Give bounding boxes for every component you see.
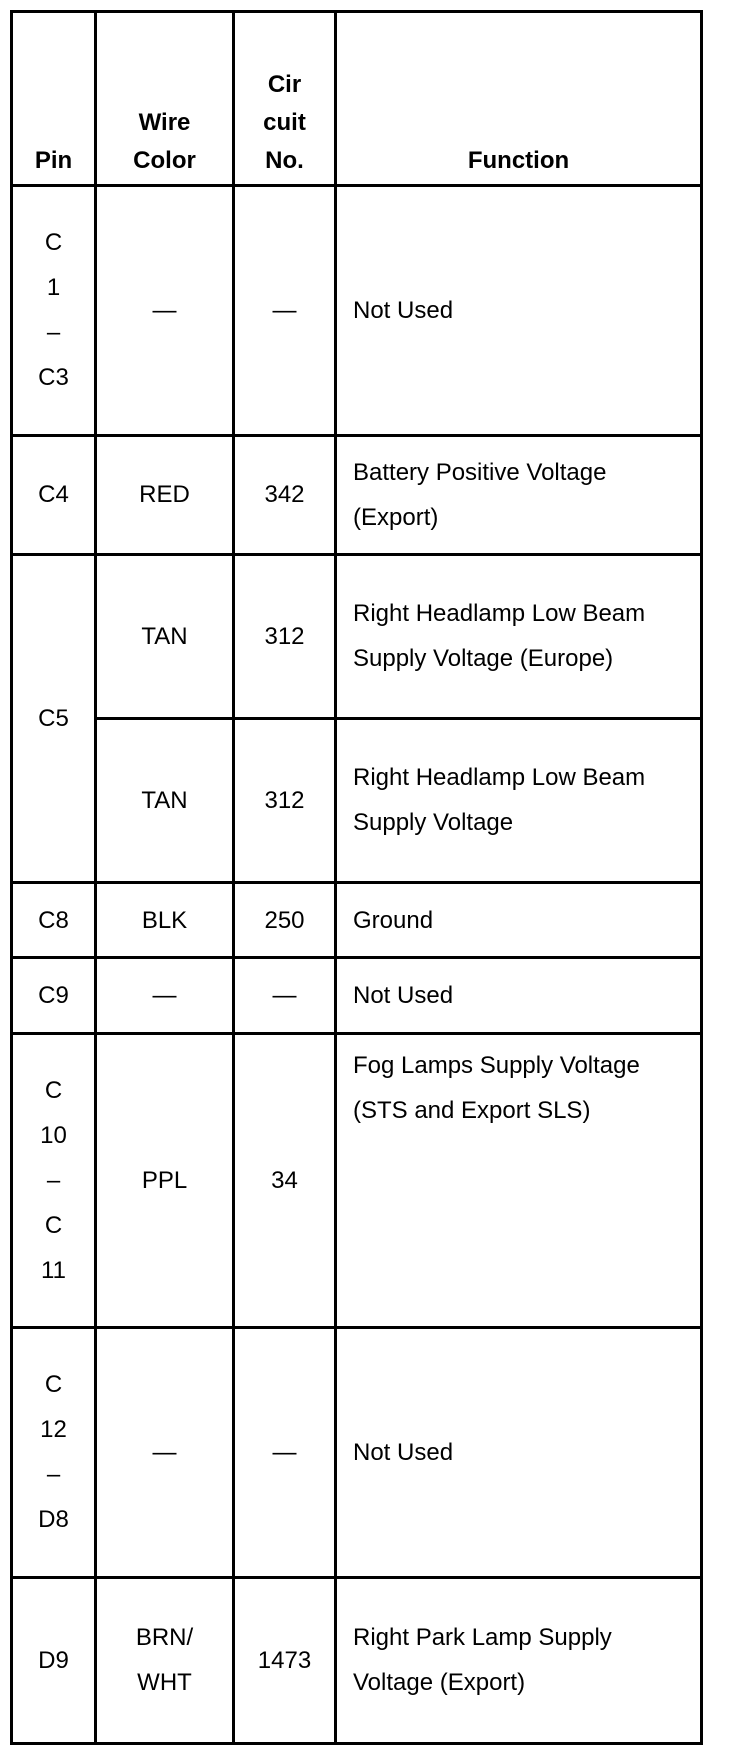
pin-cell: C9 (12, 958, 96, 1033)
table-row (12, 1328, 702, 1578)
table-row (12, 1033, 702, 1327)
wire-color-cell: RED (96, 435, 234, 554)
pinout-table (10, 10, 703, 1745)
function-cell: Ground (336, 883, 702, 958)
circuit-cell: 1473 (234, 1577, 336, 1743)
table-row (12, 1577, 702, 1743)
pin-cell: C 10 – C 11 (12, 1033, 96, 1327)
wire-color-cell: — (96, 186, 234, 436)
header-circuit-no: Cir cuit No. (234, 12, 336, 186)
wire-color-cell: PPL (96, 1033, 234, 1327)
function-cell: Right Headlamp Low Beam Supply Voltage (Europe) (336, 554, 702, 718)
table-row (12, 186, 702, 436)
table-row (12, 958, 702, 1033)
table-row (12, 883, 702, 958)
function-cell: Not Used (336, 1328, 702, 1578)
wire-color-cell: TAN (96, 718, 234, 882)
header-function: Function (336, 12, 702, 186)
circuit-cell: 342 (234, 435, 336, 554)
circuit-cell: — (234, 958, 336, 1033)
wire-color-cell: TAN (96, 554, 234, 718)
table-row (12, 718, 702, 882)
wire-color-cell: BRN/ WHT (96, 1577, 234, 1743)
header-pin: Pin (12, 12, 96, 186)
function-cell: Right Park Lamp Supply Voltage (Export) (336, 1577, 702, 1743)
circuit-cell: 34 (234, 1033, 336, 1327)
wire-color-cell: BLK (96, 883, 234, 958)
wire-color-cell: — (96, 958, 234, 1033)
function-cell: Right Headlamp Low Beam Supply Voltage (336, 718, 702, 882)
pin-cell: C 1 – C3 (12, 186, 96, 436)
circuit-cell: 250 (234, 883, 336, 958)
function-cell: Fog Lamps Supply Voltage (STS and Export SLS) (336, 1033, 702, 1327)
table-row (12, 435, 702, 554)
pin-cell: C 12 – D8 (12, 1328, 96, 1578)
circuit-cell: — (234, 186, 336, 436)
pin-cell: C8 (12, 883, 96, 958)
pin-cell: D9 (12, 1577, 96, 1743)
function-cell: Battery Positive Voltage (Export) (336, 435, 702, 554)
pin-cell: C5 (12, 554, 96, 882)
function-cell: Not Used (336, 186, 702, 436)
circuit-cell: — (234, 1328, 336, 1578)
pin-cell: C4 (12, 435, 96, 554)
table-row (12, 554, 702, 718)
function-cell: Not Used (336, 958, 702, 1033)
circuit-cell: 312 (234, 554, 336, 718)
header-wire-color: Wire Color (96, 12, 234, 186)
header-row (12, 12, 702, 186)
wire-color-cell: — (96, 1328, 234, 1578)
circuit-cell: 312 (234, 718, 336, 882)
